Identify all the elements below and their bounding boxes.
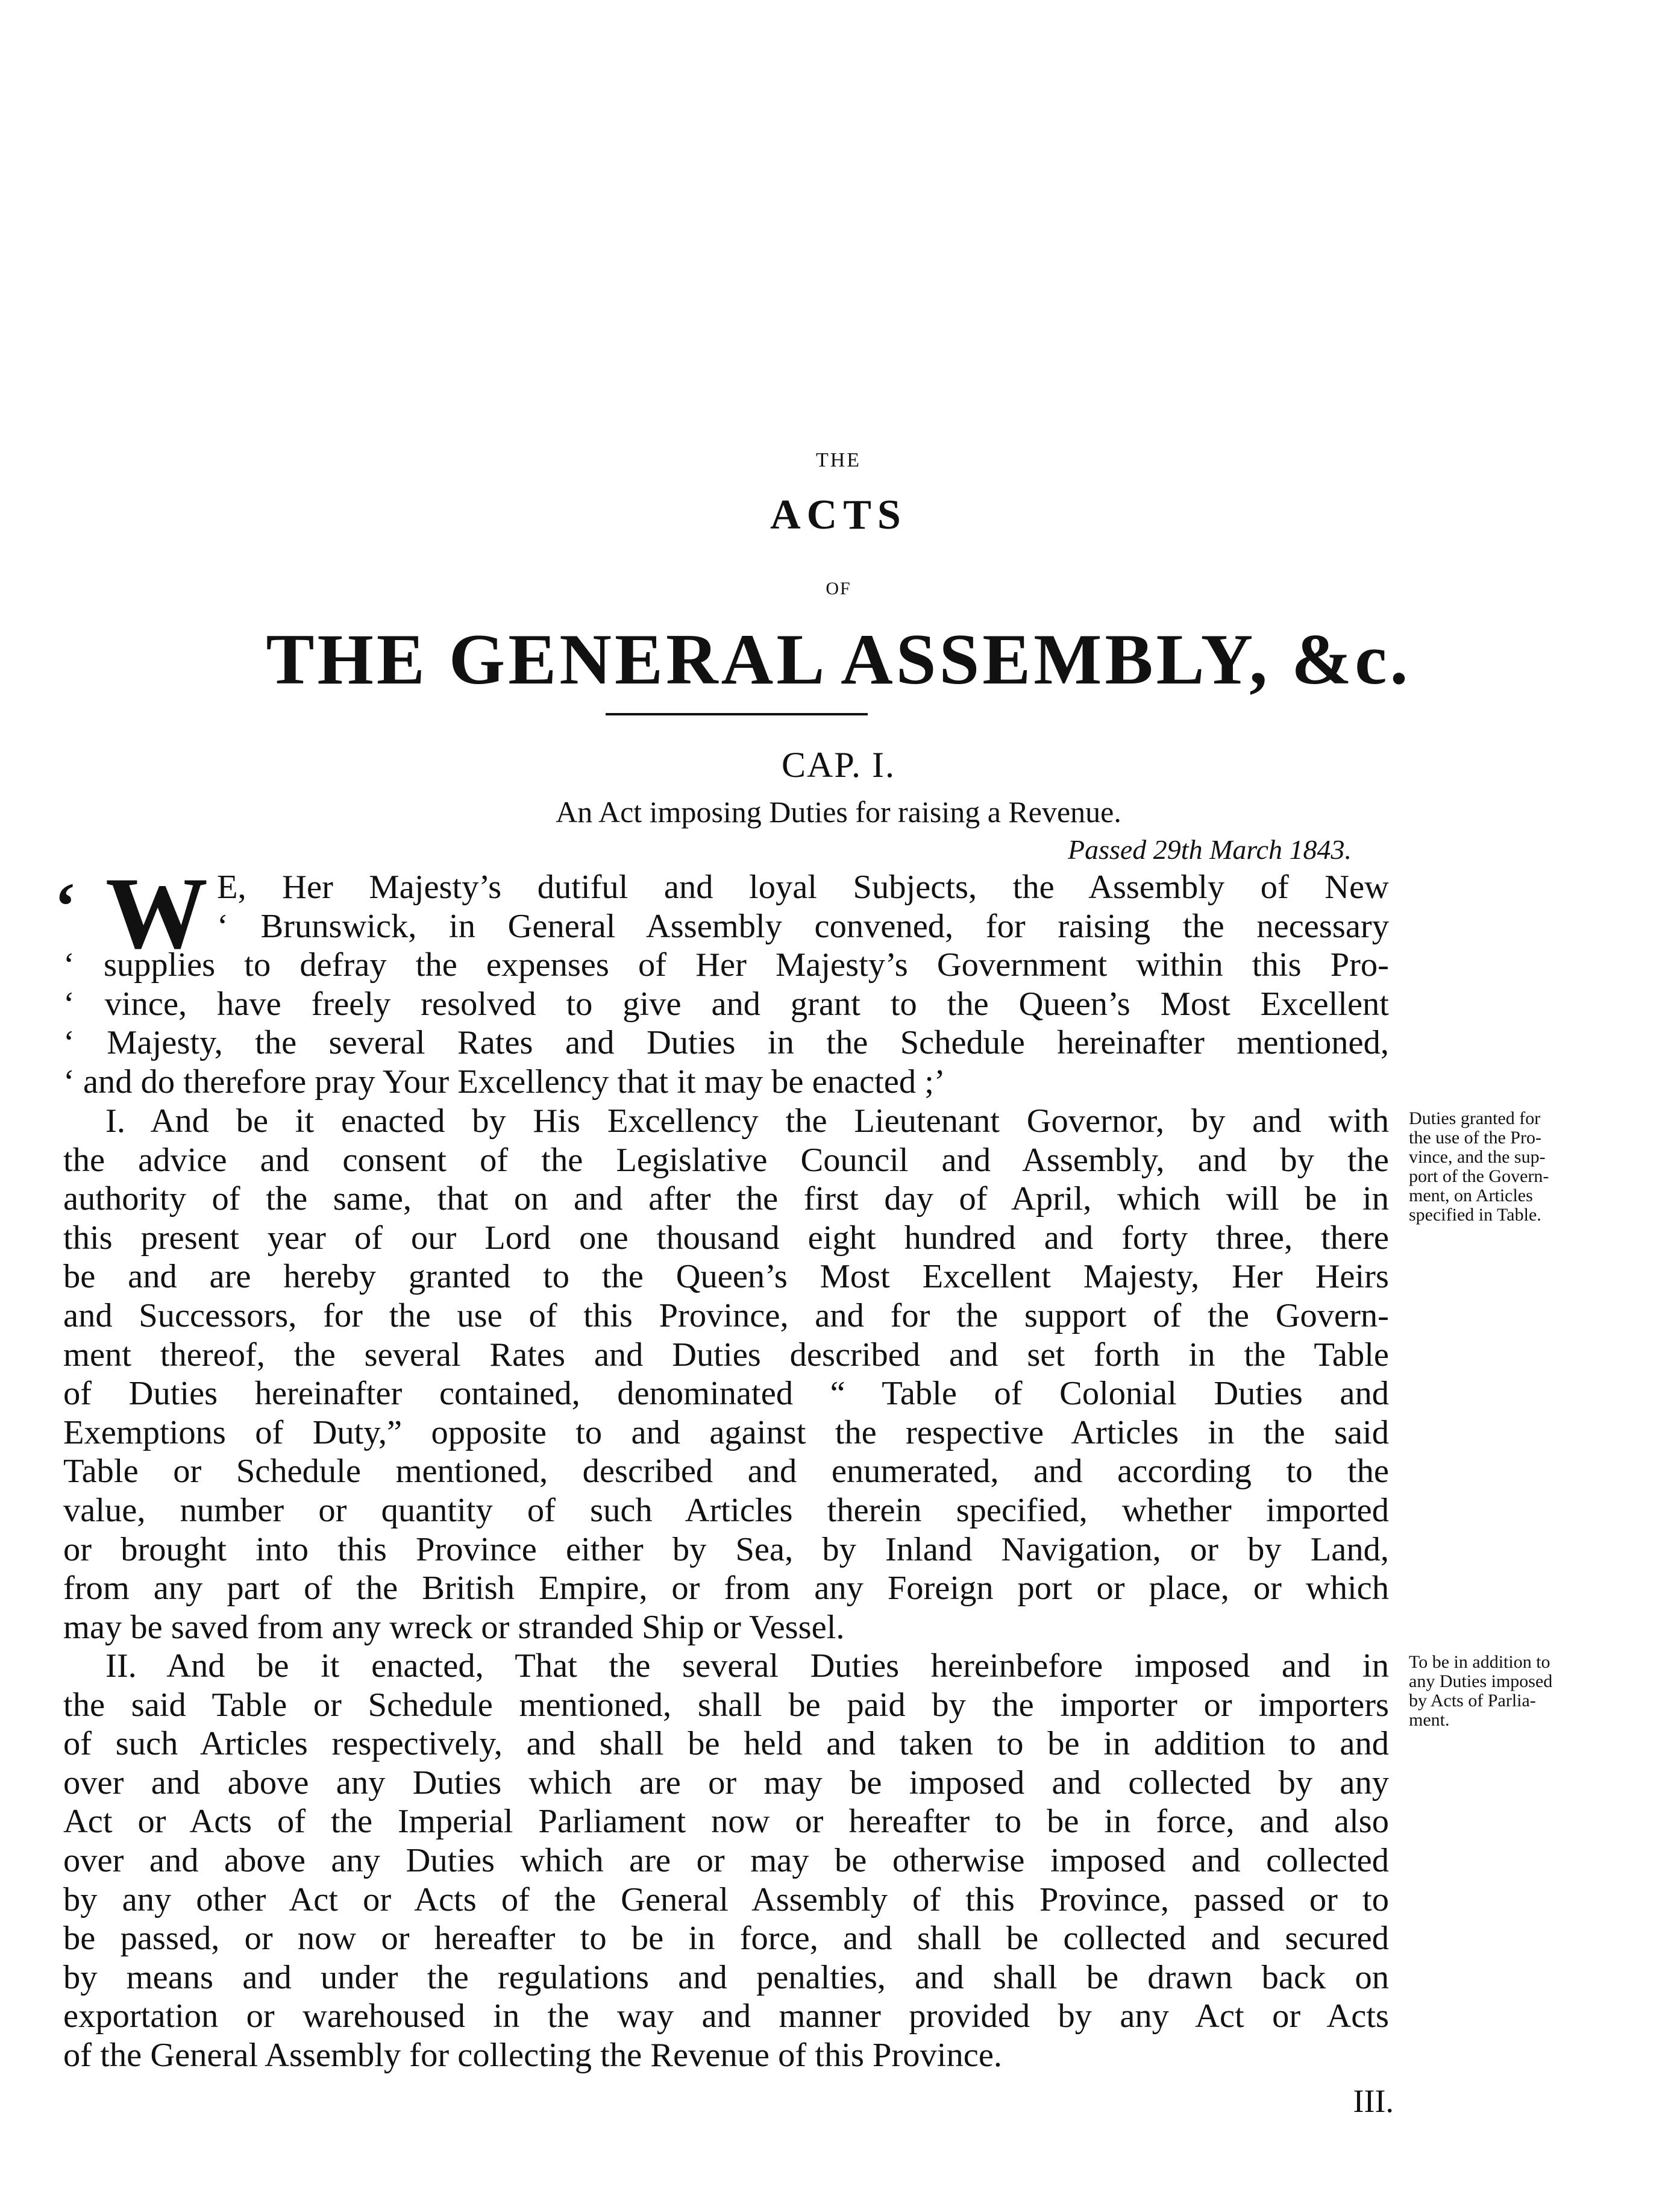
section-ii-line: be passed, or now or hereafter to be in force, and shall be collected and secured — [63, 1920, 1389, 1958]
section-i-line: be and are hereby granted to the Queen’s Most Excellent Majesty, Her Heirs — [63, 1258, 1389, 1296]
margin-note-line: To be in addition to — [1409, 1652, 1550, 1672]
preamble-line: ‘ supplies to defray the expenses of Her Majesty’s Government within this Pro- — [63, 946, 1389, 984]
margin-note-line: the use of the Pro- — [1409, 1128, 1541, 1148]
section-i-line: from any part of the British Empire, or from any Foreign port or place, or which — [63, 1569, 1389, 1607]
section-i-line: Exemptions of Duty,” opposite to and against the respective Articles in the said — [63, 1413, 1389, 1451]
section-ii-line: over and above any Duties which are or may be otherwise imposed and collected — [63, 1841, 1389, 1879]
margin-note-line: ment, on Articles — [1409, 1186, 1533, 1205]
section-i-line: authority of the same, that on and after the first day of April, which will be in — [63, 1180, 1389, 1218]
preamble-line: ‘ Majesty, the several Rates and Duties in the Schedule hereinafter mentioned, — [63, 1024, 1389, 1062]
section-i-line: ment thereof, the several Rates and Duties described and set forth in the Table — [63, 1336, 1389, 1374]
section-i-line: this present year of our Lord one thousand eight hundred and forty three, there — [63, 1219, 1389, 1257]
margin-note-line: specified in Table. — [1409, 1205, 1541, 1225]
margin-note-section-i — [1409, 1109, 1608, 1225]
section-i-line: or brought into this Province either by Sea, by Inland Navigation, or by Land, — [63, 1530, 1389, 1568]
section-ii-line: over and above any Duties which are or may be imposed and collected by any — [63, 1764, 1389, 1802]
section-i-line: Table or Schedule mentioned, described and enumerated, and according to the — [63, 1453, 1389, 1491]
section-i-line: the advice and consent of the Legislative Council and Assembly, and by the — [63, 1141, 1389, 1179]
heading-acts: ACTS — [770, 492, 907, 538]
heading-the: THE — [815, 449, 862, 471]
margin-note-line: Duties granted for — [1409, 1108, 1541, 1128]
section-ii-line: the said Table or Schedule mentioned, shall be paid by the importer or importers — [63, 1686, 1389, 1724]
opening-quote-mark: ‘ — [54, 869, 77, 943]
preamble-line: ‘ vince, have freely resolved to give and grant to the Queen’s Most Excellent — [63, 985, 1389, 1023]
margin-note-line: port of the Govern- — [1409, 1166, 1549, 1186]
margin-note-line: any Duties imposed — [1409, 1671, 1553, 1691]
passed-date: Passed 29th March 1843. — [1067, 834, 1352, 865]
preamble-line: E, Her Majesty’s dutiful and loyal Subjects, the Assembly of New — [217, 869, 1389, 906]
section-ii-line: of such Articles respectively, and shall be held and taken to be in addition to and — [63, 1725, 1389, 1763]
margin-note-section-ii — [1409, 1653, 1608, 1730]
margin-note-line: by Acts of Parlia- — [1409, 1691, 1536, 1711]
act-title: An Act imposing Duties for raising a Revenue. — [556, 795, 1121, 829]
section-i-line: may be saved from any wreck or stranded Ship or Vessel. — [63, 1608, 845, 1646]
section-ii-line: by means and under the regulations and penalties, and shall be drawn back on — [63, 1958, 1389, 1996]
section-ii-line: Act or Acts of the Imperial Parliament now or hereafter to be in force, and also — [63, 1803, 1389, 1841]
section-ii-line: II. And be it enacted, That the several Duties hereinbefore imposed and in — [105, 1647, 1389, 1685]
section-ii-line: of the General Assembly for collecting the Revenue of this Province. — [63, 2036, 1003, 2074]
section-i-line: I. And be it enacted by His Excellency the Lieutenant Governor, by and with — [105, 1102, 1389, 1140]
preamble-line: ‘ and do therefore pray Your Excellency that it may be enacted ;’ — [63, 1063, 945, 1101]
title-rule — [606, 713, 868, 715]
heading-general-assembly: THE GENERAL ASSEMBLY, &c. — [266, 619, 1411, 699]
heading-of: OF — [826, 579, 851, 599]
catchword: III. — [1353, 2083, 1394, 2119]
margin-note-line: ment. — [1409, 1710, 1450, 1730]
section-ii — [63, 1647, 1389, 2075]
preamble — [63, 856, 1389, 1102]
section-ii-line: by any other Act or Acts of the General Assembly of this Province, passed or to — [63, 1881, 1389, 1918]
section-i-line: of Duties hereinafter contained, denominated “ Table of Colonial Duties and — [63, 1375, 1389, 1413]
section-i-line: and Successors, for the use of this Province, and for the support of the Govern- — [63, 1296, 1389, 1334]
section-i-line: value, number or quantity of such Articles therein specified, whether imported — [63, 1491, 1389, 1529]
chapter-number: CAP. I. — [781, 745, 896, 785]
section-i — [63, 1102, 1389, 1647]
preamble-line: ‘ Brunswick, in General Assembly convened, for raising the necessary — [217, 907, 1389, 945]
drop-cap: W — [105, 856, 208, 970]
section-ii-line: exportation or warehoused in the way and manner provided by any Act or Acts — [63, 1997, 1389, 2035]
margin-note-line: vince, and the sup- — [1409, 1147, 1546, 1167]
